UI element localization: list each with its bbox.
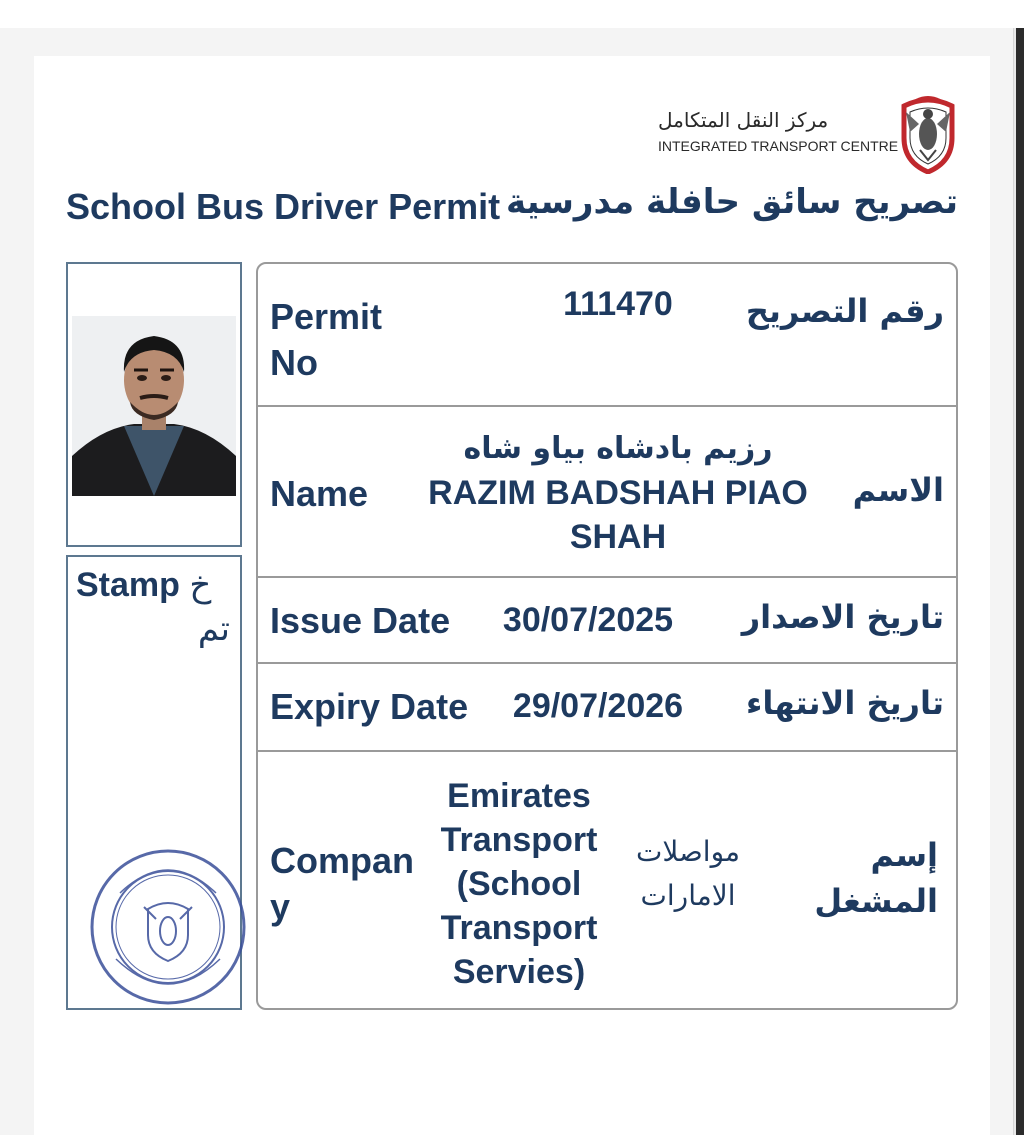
- permit-no-label: Permit No: [270, 296, 383, 383]
- itc-logo: [652, 92, 962, 174]
- name-label-arabic: الاسم: [852, 471, 944, 509]
- permit-no-label-arabic: رقم التصريح: [745, 292, 944, 330]
- company-value-arabic: مواصلات الامارات: [635, 835, 741, 912]
- photo-frame: [66, 262, 242, 547]
- row-expiry-date: [258, 664, 956, 752]
- issue-date-label: Issue Date: [270, 600, 451, 641]
- driver-photo: [72, 316, 236, 496]
- stamp-box: [66, 555, 242, 1010]
- company-value-english: Emirates Transport (School Transport Servies): [440, 777, 598, 991]
- top-bar: [0, 0, 1024, 28]
- screen-edge: [1016, 28, 1024, 1135]
- row-company: [258, 752, 956, 1008]
- company-label-arabic: إسم المشغل: [814, 836, 938, 920]
- logo-english-text: INTEGRATED TRANSPORT CENTRE: [658, 138, 899, 154]
- row-name: [258, 407, 956, 578]
- logo-arabic-text: مركز النقل المتكامل: [658, 108, 829, 132]
- page-title-english: School Bus Driver Permit: [66, 186, 501, 227]
- stamp-label-arabic-1: خ: [189, 565, 212, 605]
- permit-details-table: [256, 262, 958, 1010]
- name-value-english: RAZIM BADSHAH PIAO SHAH: [428, 474, 808, 556]
- falcon-emblem-icon: [896, 92, 960, 174]
- company-label: Company: [270, 840, 414, 927]
- expiry-date-label-arabic: تاريخ الانتهاء: [745, 684, 944, 722]
- issue-date-value: 30/07/2025: [502, 601, 674, 639]
- row-permit-no: [258, 264, 956, 407]
- stamp-label-arabic-2: تم: [197, 609, 230, 649]
- issue-date-label-arabic: تاريخ الاصدار: [741, 598, 944, 636]
- page-title-arabic: تصريح سائق حافلة مدرسية: [505, 182, 958, 222]
- stamp-label-english: Stamp: [76, 566, 180, 604]
- name-value-arabic: رزيم بادشاه بياو شاه: [463, 431, 773, 466]
- permit-no-value: 111470: [563, 285, 673, 323]
- stamp-label: [76, 563, 234, 651]
- expiry-date-value: 29/07/2026: [512, 687, 684, 725]
- name-label: Name: [270, 473, 369, 514]
- row-issue-date: [258, 578, 956, 664]
- official-stamp-seal-icon: [86, 849, 246, 1009]
- expiry-date-label: Expiry Date: [270, 686, 469, 727]
